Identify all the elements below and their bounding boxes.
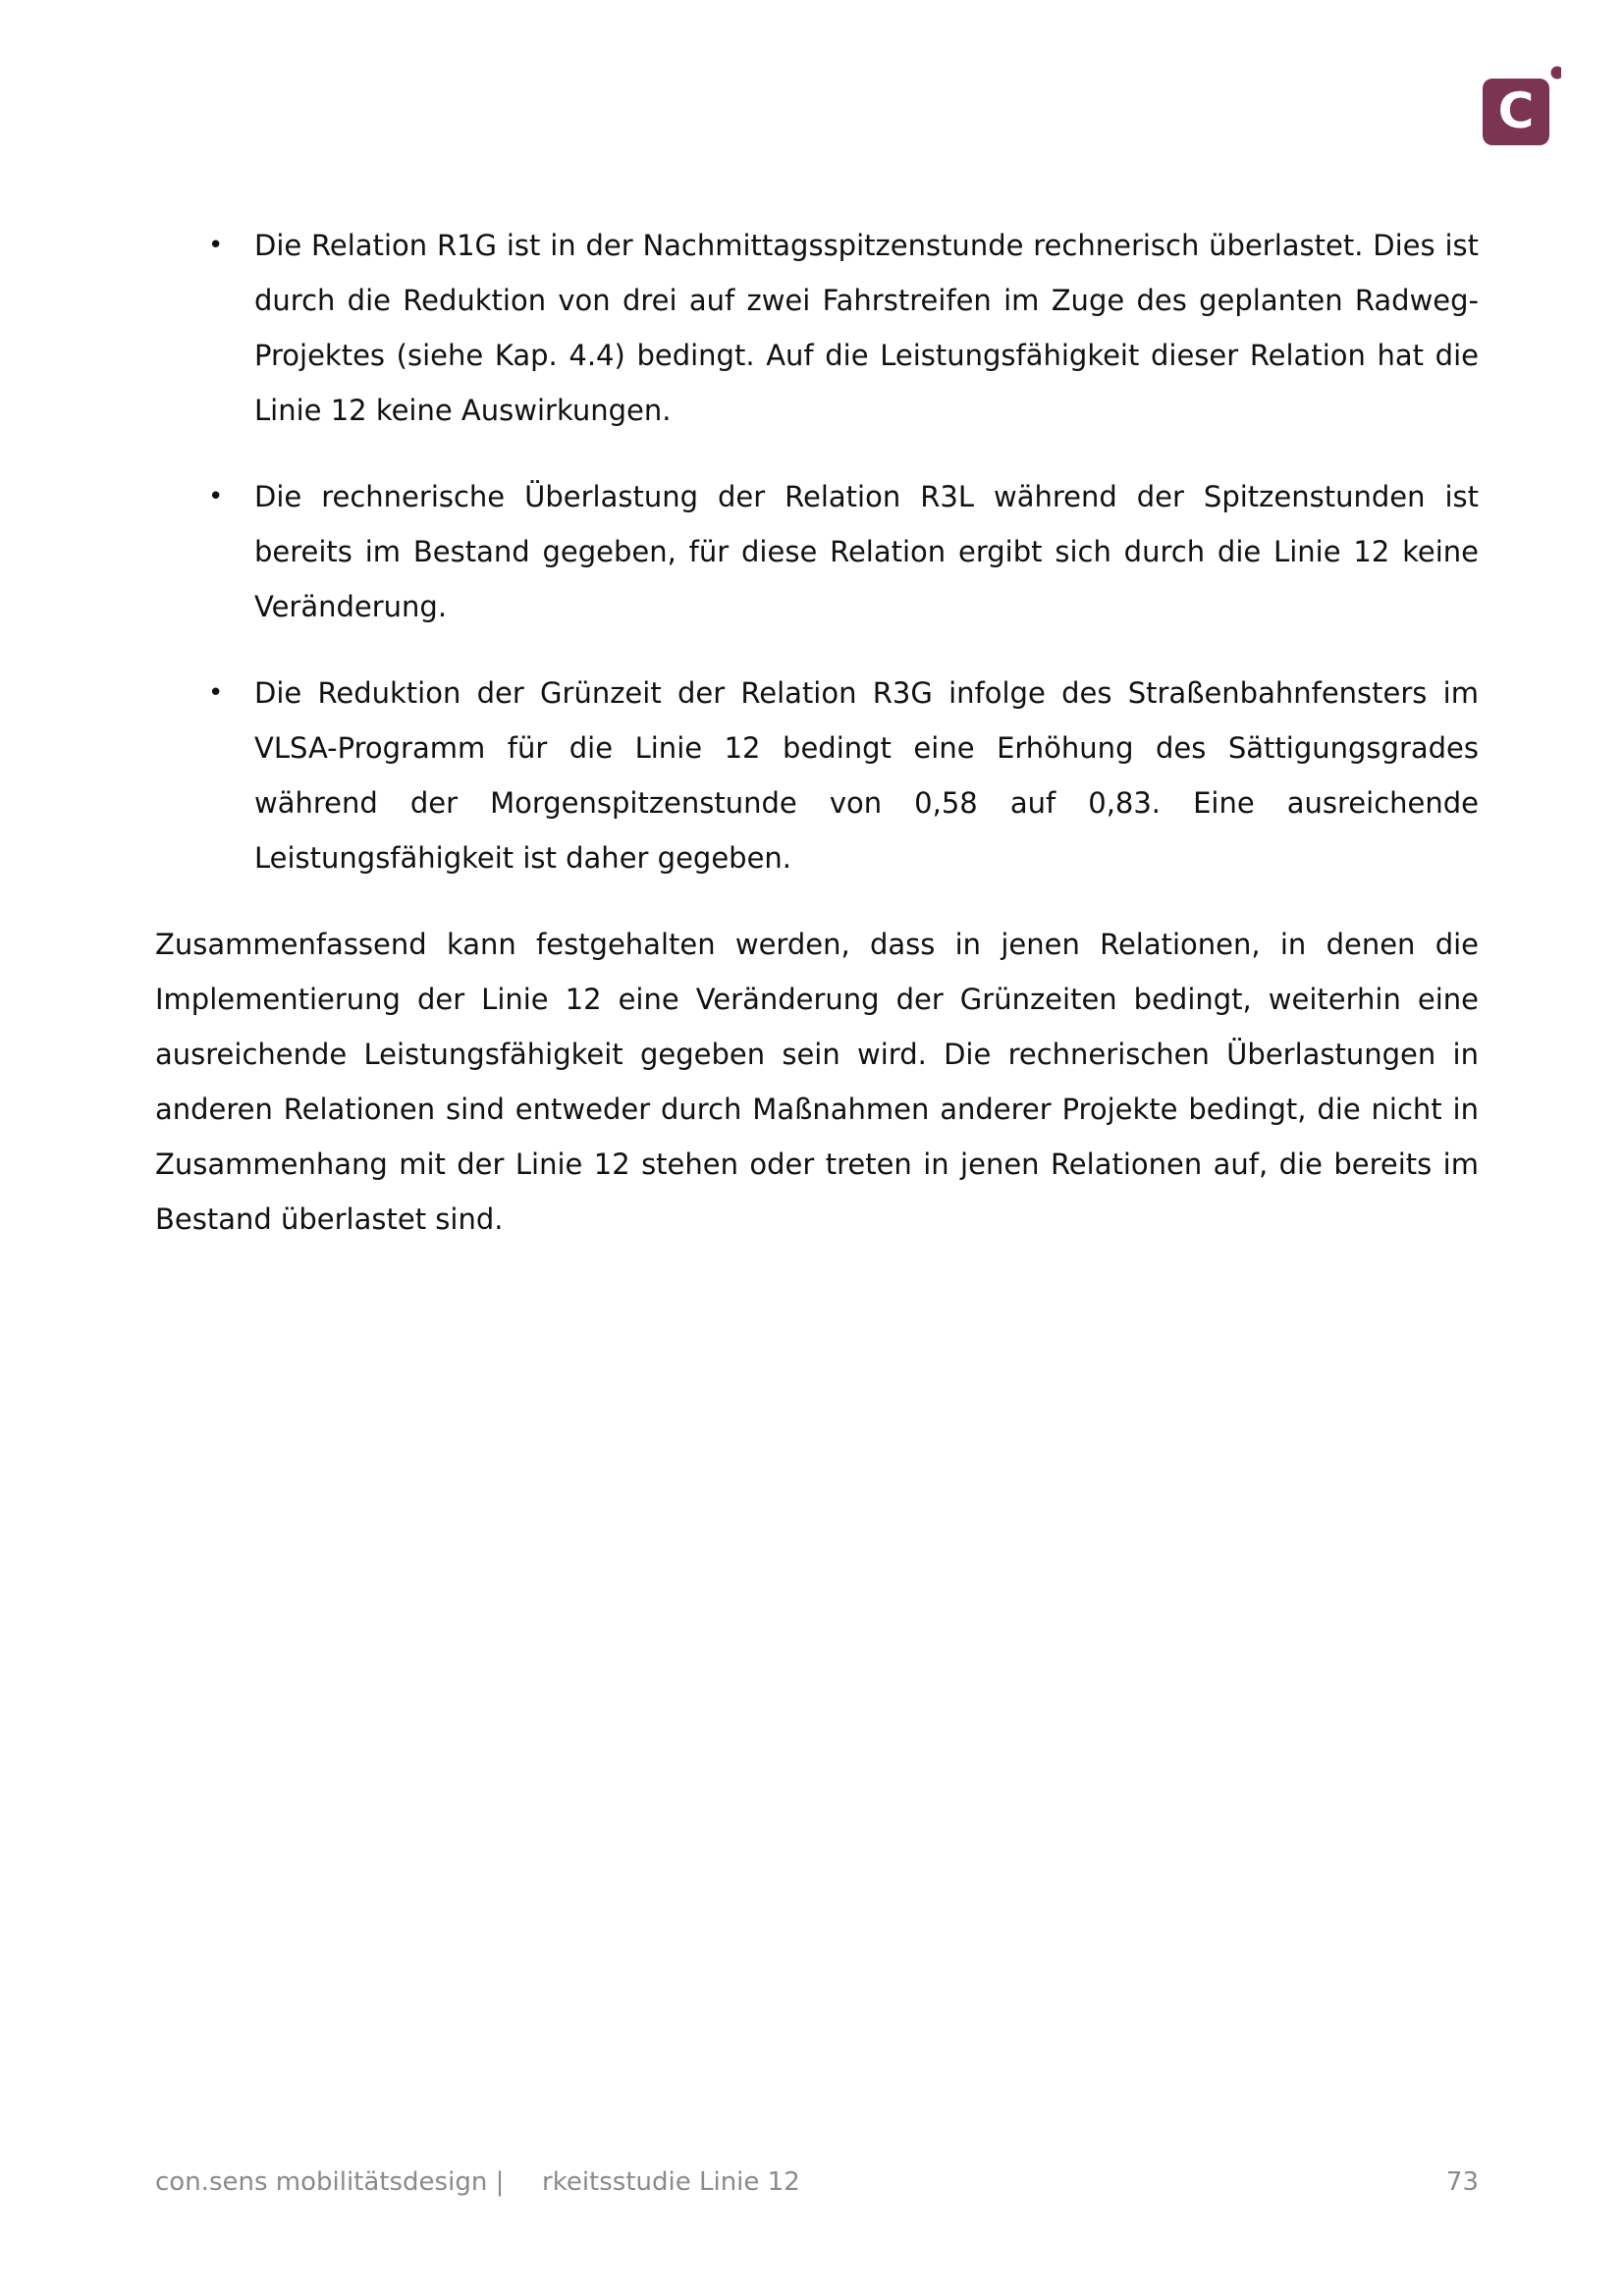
list-item: [155, 469, 1479, 634]
footer-company: con.sens mobilitätsdesign |: [155, 2167, 505, 2197]
list-item: [155, 666, 1479, 885]
list-item: [155, 218, 1479, 438]
bullet-text: Die Relation R1G ist in der Nachmittagsspitzenstunde rechnerisch überlastet. Dies ist durch die Reduktion von drei auf zwei Fahrstreifen im Zuge des geplanten Radweg-Projektes (siehe Kap. 4.4) bedingt. Auf die Leistungsfähigkeit dieser Relation hat die Linie 12 keine Auswirkungen.: [254, 229, 1479, 427]
page-number: 73: [1445, 2167, 1479, 2197]
bullet-list: [155, 218, 1479, 885]
bullet-icon: •: [208, 482, 224, 511]
bullet-text: Die rechnerische Überlastung der Relation R3L während der Spitzenstunden ist bereits im Bestand gegeben, für diese Relation ergibt sich durch die Linie 12 keine Veränderung.: [254, 480, 1479, 623]
footer-document-title: rkeitsstudie Linie 12: [542, 2167, 800, 2197]
summary-paragraph: Zusammenfassend kann festgehalten werden, dass in jenen Relationen, in denen die Implementierung der Linie 12 eine Veränderung der Grünzeiten bedingt, weiterhin eine ausreichende Leistungsfähigkeit gegeben sein wird. Die rechnerischen Überlastungen in anderen Relationen sind entweder durch Maßnahmen anderer Projekte bedingt, die nicht in Zusammenhang mit der Linie 12 stehen oder treten in jenen Relationen auf, die bereits im Bestand überlastet sind.: [155, 928, 1479, 1236]
logo-letter: C: [1497, 82, 1535, 139]
bullet-icon: •: [208, 678, 224, 708]
page-footer: [155, 2167, 1479, 2207]
bullet-text: Die Reduktion der Grünzeit der Relation R3G infolge des Straßenbahnfensters im VLSA-Programm für die Linie 12 bedingt eine Erhöhung des Sättigungsgrades während der Morgenspitzenstunde von 0,58 auf 0,83. Eine ausreichende Leistungsfähigkeit ist daher gegeben.: [254, 676, 1479, 875]
page-body: [155, 218, 1479, 1247]
bullet-icon: •: [208, 231, 224, 260]
company-logo: [1483, 63, 1561, 145]
